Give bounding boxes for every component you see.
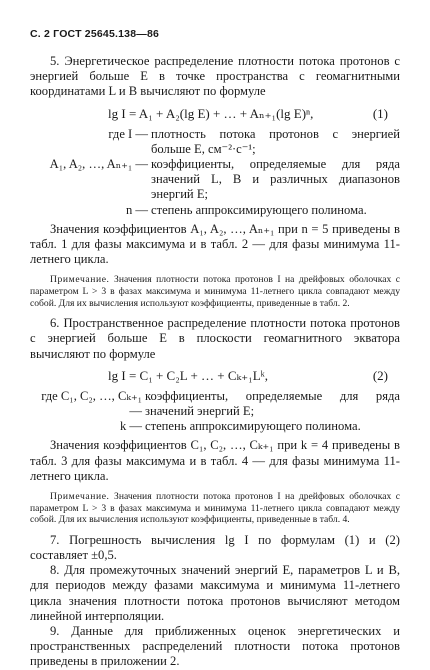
definition-text: плотность потока протонов с энергией больше E, см⁻²·с⁻¹; xyxy=(151,126,400,156)
definition-row xyxy=(30,157,400,203)
definition-row xyxy=(30,203,400,218)
definition-row xyxy=(30,419,400,434)
definitions-formula-2 xyxy=(30,389,400,435)
formula-2 xyxy=(30,368,400,384)
formula-1-expression: lg I = A₁ + A₂(lg E) + … + Aₙ₊₁(lg E)ⁿ, xyxy=(108,105,314,121)
paragraph-6-coefficients: Значения коэффициентов C₁, C₂, …, Cₖ₊₁ при k = 4 приведены в табл. 3 для фазы максимума и в табл. 4 — для фазы минимума 11-летнего цикла. xyxy=(30,438,400,483)
formula-2-number: (2) xyxy=(372,367,388,383)
note-lead: Примечание. xyxy=(50,491,110,503)
note-lead: Примечание. xyxy=(50,274,110,286)
formula-2-expression: lg I = C₁ + C₂L + … + Cₖ₊₁Lᵏ, xyxy=(108,367,268,383)
definition-text: степень аппроксимирующего полинома. xyxy=(151,202,367,217)
definition-term: где C₁, C₂, …, Cₖ₊₁ — xyxy=(41,388,142,419)
note-2 xyxy=(30,491,400,526)
paragraph-5: 5. Энергетическое распределение плотности потока протонов с энергией больше E в точке пространства с геомагнитными координатами L и B вычисляют по формуле xyxy=(30,54,400,99)
page-header: С. 2 ГОСТ 25645.138—86 xyxy=(30,28,160,40)
paragraph-6: 6. Пространственное распределение плотности потока протонов с энергией больше E в плоскости геомагнитного экватора вычисляют по формуле xyxy=(30,316,400,361)
definition-text: коэффициенты, определяемые для ряда значений энергий E; xyxy=(145,388,400,419)
paragraph-8: 8. Для промежуточных значений энергий E, параметров L и B, для периодов между фазами максимума и минимума 11-летнего цикла значения плотности потока протонов вычисляют методом линейной интерполяции. xyxy=(30,563,400,623)
definition-term: где I — xyxy=(108,126,148,141)
formula-1-number: (1) xyxy=(372,105,388,121)
paragraph-7: 7. Погрешность вычисления lg I по формулам (1) и (2) составляет ±0,5. xyxy=(30,532,400,563)
formula-1 xyxy=(30,106,400,122)
definition-row xyxy=(30,389,400,419)
note-text: Значения плотности потока протонов I на дрейфовых оболочках с параметром L > 3 в фазах максимума и минимума 11-летнего цикла совпадают между собой. Для их вычисления используют коэффициенты, приведенные в табл. 2. xyxy=(30,274,400,309)
definition-term: k — xyxy=(119,419,142,434)
paragraph-9: 9. Данные для приближенных оценок энергетических и пространственных распределений плотности потока протонов приведены в приложении 2. xyxy=(30,624,400,669)
definition-term: n — xyxy=(125,202,148,217)
definition-term: A₁, A₂, …, Aₙ₊₁ — xyxy=(49,157,148,172)
note-1 xyxy=(30,274,400,309)
paragraph-5-coefficients: Значения коэффициентов A₁, A₂, …, Aₙ₊₁ при n = 5 приведены в табл. 1 для фазы максимума и в табл. 2 — для фазы минимума 11-летнего цикла. xyxy=(30,221,400,267)
definition-text: степень аппроксимирующего полинома. xyxy=(145,419,361,434)
definition-row xyxy=(30,127,400,157)
note-text: Значения плотности потока протонов I на дрейфовых оболочках с параметром L > 3 в фазах максимума и минимума 11-летнего цикла совпадают между собой. Для их вычисления используют коэффициенты, приведенные в табл. 4. xyxy=(30,491,400,526)
definition-text: коэффициенты, определяемые для ряда значений L, B и различных диапазонов энергий E; xyxy=(151,157,400,202)
definitions-formula-1 xyxy=(30,127,400,218)
